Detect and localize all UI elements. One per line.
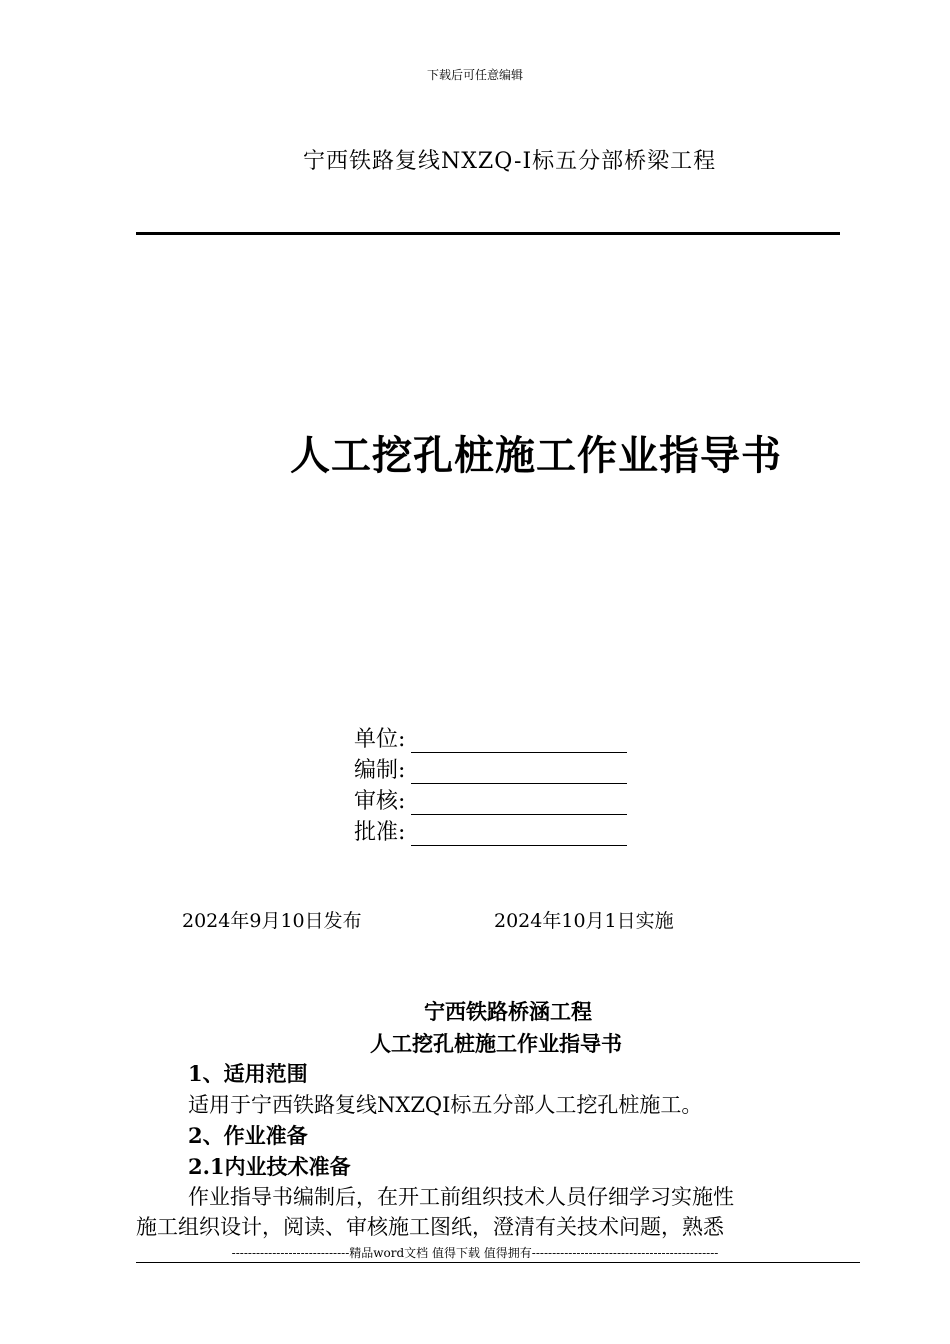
sign-blank-line — [411, 823, 627, 846]
issue-date: 2024年9月10日发布 — [182, 910, 362, 932]
paragraph-line-2: 施工组织设计，阅读、审核施工图纸，澄清有关技术问题，熟悉 — [136, 1215, 724, 1239]
content-title-line2: 人工挖孔桩施工作业指导书 — [370, 1031, 622, 1056]
section-1-heading: 1、适用范围 — [188, 1061, 308, 1086]
document-title: 人工挖孔桩施工作业指导书 — [290, 432, 782, 479]
header-divider — [136, 232, 840, 235]
sign-blank-line — [411, 730, 627, 753]
section-1-text: 适用于宁西铁路复线NXZQI标五分部人工挖孔桩施工。 — [188, 1093, 703, 1117]
paragraph-line-1: 作业指导书编制后，在开工前组织技术人员仔细学习实施性 — [188, 1185, 734, 1209]
sign-field-label: 审核: — [354, 789, 406, 814]
sign-field-label: 批准: — [354, 820, 406, 845]
content-title-line1: 宁西铁路桥涵工程 — [424, 999, 592, 1024]
sign-blank-line — [411, 792, 627, 815]
effective-date: 2024年10月1日实施 — [494, 910, 674, 932]
sign-field-reviewer — [354, 784, 627, 815]
download-watermark: 下载后可任意编辑 — [426, 68, 523, 82]
sign-field-approver — [354, 815, 627, 846]
section-2-1-heading: 2.1内业技术准备 — [188, 1154, 351, 1179]
sign-field-label: 单位: — [354, 727, 406, 752]
sign-field-unit — [354, 722, 627, 753]
section-2-heading: 2、作业准备 — [188, 1123, 308, 1148]
project-title: 宁西铁路复线NXZQ-I标五分部桥梁工程 — [303, 149, 717, 174]
footer-divider — [136, 1262, 860, 1263]
sign-field-compiler — [354, 753, 627, 784]
sign-field-label: 编制: — [354, 758, 406, 783]
footer-note: -----------------------------精品word文档 值得下载 值得拥有---------------------------------------------- — [231, 1246, 719, 1260]
sign-blank-line — [411, 761, 627, 784]
